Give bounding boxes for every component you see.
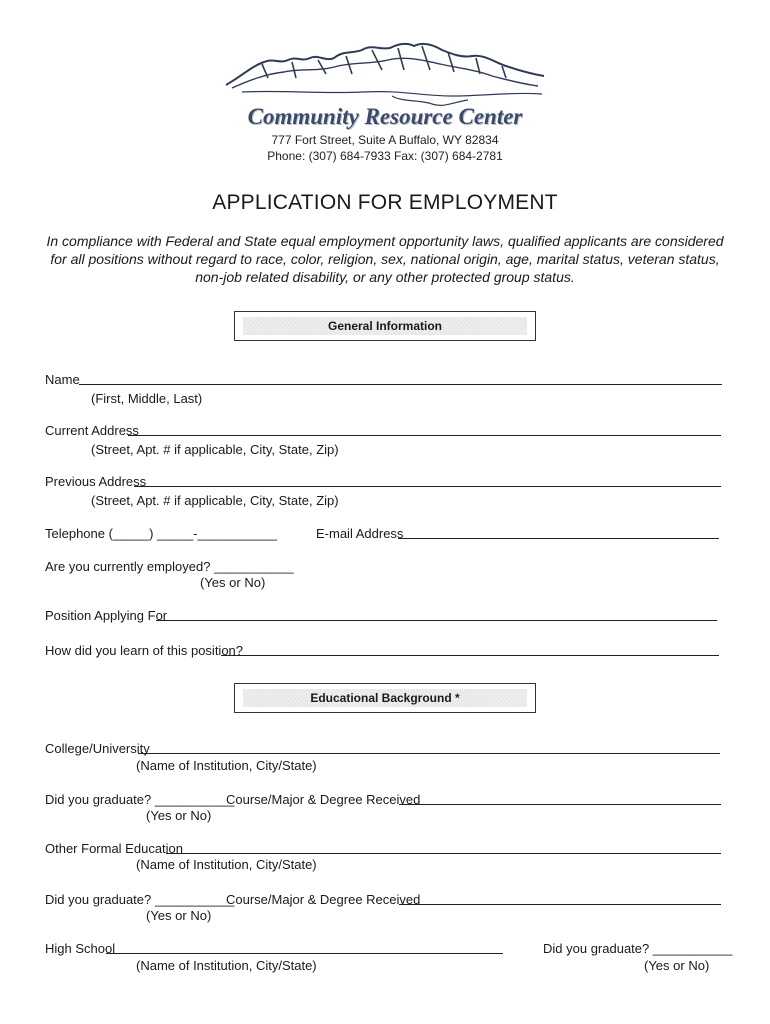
college-label: College/University [45,741,150,756]
college-course-label: Course/Major & Degree Received [226,792,421,807]
organization-phone-fax: Phone: (307) 684-7933 Fax: (307) 684-2781 [267,149,503,163]
other-education-label: Other Formal Education [45,841,184,856]
college-course-field[interactable] [399,804,721,805]
previous-address-field[interactable] [134,486,721,487]
general-information-title: General Information [243,317,527,335]
organization-address: 777 Fort Street, Suite A Buffalo, WY 82834 [271,133,499,147]
other-graduate-hint: (Yes or No) [146,908,212,923]
educational-background-title: Educational Background * [243,689,527,707]
current-address-hint: (Street, Apt. # if applicable, City, State, Zip) [91,442,339,457]
mountain-range-icon [222,40,552,110]
high-school-graduate-hint: (Yes or No) [644,958,710,973]
college-graduate-field[interactable]: Did you graduate? ___________ [45,792,235,807]
general-information-section-header [234,311,536,341]
other-graduate-field[interactable]: Did you graduate? ___________ [45,892,235,907]
currently-employed-hint: (Yes or No) [200,575,266,590]
position-label: Position Applying For [45,608,168,623]
name-label: Name [45,372,80,387]
other-education-hint: (Name of Institution, City/State) [136,857,317,872]
college-field[interactable] [138,753,720,754]
name-hint: (First, Middle, Last) [91,391,203,406]
learn-of-position-label: How did you learn of this position? [45,643,244,658]
email-label: E-mail Address [316,526,404,541]
previous-address-label: Previous Address [45,474,147,489]
compliance-statement: In compliance with Federal and State equal employment opportunity laws, qualified applicants are considered for all positions without regard to race, color, religion, sex, national origin, age, marital status, veteran status, non-job related disability, or any other protected group status. [46,233,724,285]
other-education-field[interactable] [166,853,721,854]
previous-address-hint: (Street, Apt. # if applicable, City, State, Zip) [91,493,339,508]
high-school-field[interactable] [106,953,503,954]
currently-employed-field[interactable]: Are you currently employed? ___________ [45,559,294,574]
email-field[interactable] [398,538,719,539]
other-course-label: Course/Major & Degree Received [226,892,421,907]
college-hint: (Name of Institution, City/State) [136,758,317,773]
high-school-label: High School [45,941,116,956]
current-address-label: Current Address [45,423,139,438]
college-graduate-hint: (Yes or No) [146,808,212,823]
learn-of-position-field[interactable] [221,655,719,656]
telephone-field[interactable]: Telephone (_____) _____-___________ [45,526,278,541]
educational-background-section-header [234,683,536,713]
current-address-field[interactable] [128,435,721,436]
high-school-graduate-field[interactable]: Did you graduate? ___________ [543,941,733,956]
high-school-hint: (Name of Institution, City/State) [136,958,317,973]
position-field[interactable] [156,620,717,621]
form-title: APPLICATION FOR EMPLOYMENT [212,191,558,214]
organization-name: Community Resource Center [247,104,523,129]
name-field[interactable] [79,384,722,385]
other-course-field[interactable] [399,904,721,905]
